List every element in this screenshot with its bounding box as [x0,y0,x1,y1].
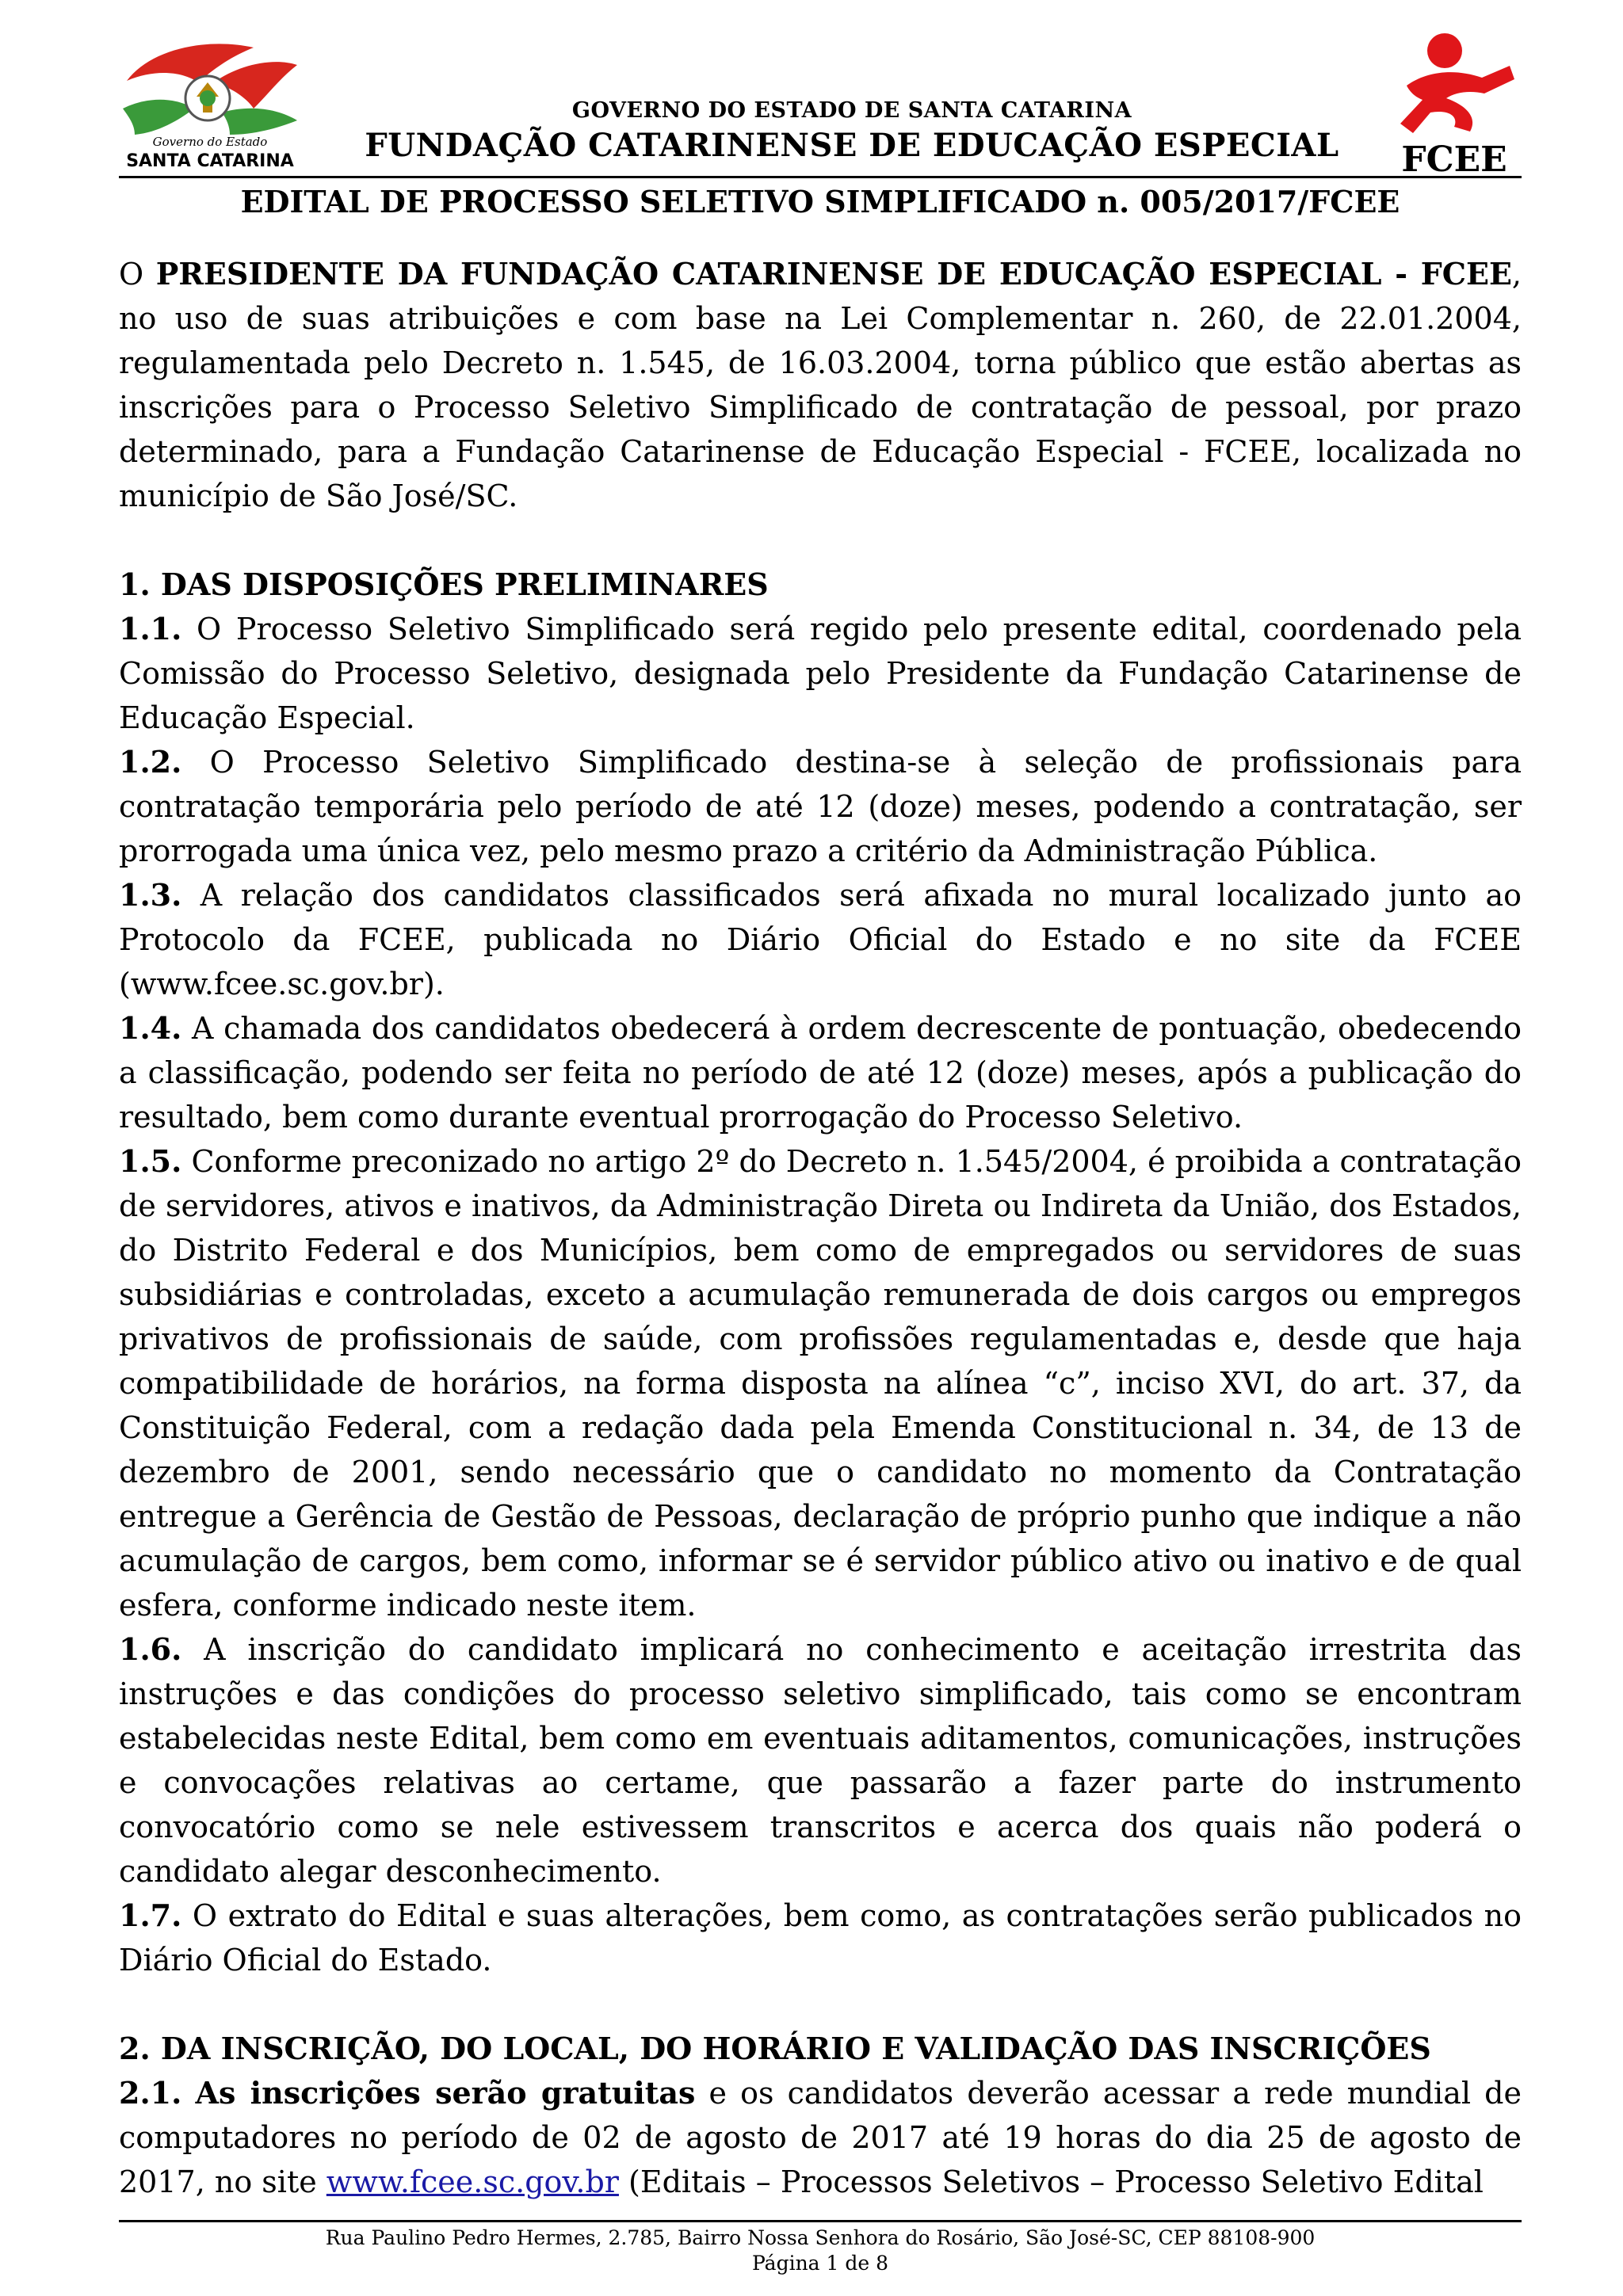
spacer [119,1982,1522,2027]
fcee-figure-logo [1391,30,1518,177]
intro-bold: PRESIDENTE DA FUNDAÇÃO CATARINENSE DE EDUCAÇÃO ESPECIAL - FCEE [155,256,1512,292]
clause-text: O Processo Seletivo Simplificado destina-se à seleção de profissionais para contratação temporária pelo período de até 12 (doze) meses, podendo a contratação, ser prorrogada uma única vez, pelo mesmo prazo a critério da Administração Pública. [119,745,1522,868]
clause-text: O extrato do Edital e suas alterações, bem como, as contratações serão publicados no Diário Oficial do Estado. [119,1898,1522,1978]
footer-address: Rua Paulino Pedro Hermes, 2.785, Bairro Nossa Senhora do Rosário, São José-SC, CEP 88108-900 [325,2226,1316,2249]
logo-caption-big: SANTA CATARINA [126,151,294,171]
clause-1-3 [119,873,1522,1006]
intro-text: , no uso de suas atribuições e com base na Lei Complementar n. 260, de 22.01.2004, regulamentada pelo Decreto n. 1.545, de 16.03.2004, torna público que estão abertas as inscrições para o Processo Seletivo Simplificado de contratação de pessoal, por prazo determinado, para a Fundação Catarinense de Educação Especial - FCEE, localizada no município de São José/SC. [119,257,1522,513]
section-2-heading: 2. DA INSCRIÇÃO, DO LOCAL, DO HORÁRIO E VALIDAÇÃO DAS INSCRIÇÕES [119,2031,1431,2066]
clause-number: 1.7. [119,1897,182,1933]
clause-text: A inscrição do candidato implicará no conhecimento e aceitação irrestrita das instruções e das condições do processo seletivo simplificado, tais como se encontram estabelecidas neste Edital, bem como em eventuais aditamentos, comunicações, instruções e convocações relativas ao certame, que passarão a fazer parte do instrumento convocatório como se nele estivessem transcritos e acerca dos quais não poderá o candidato alegar desconhecimento. [119,1632,1522,1889]
intro-lead: O [119,257,156,292]
clause-text: O Processo Seletivo Simplificado será regido pelo presente edital, coordenado pela Comissão do Processo Seletivo, designada pelo Presidente da Fundação Catarinense de Educação Especial. [119,612,1522,735]
clause-1-7 [119,1894,1522,1982]
fcee-site-link[interactable]: www.fcee.sc.gov.br [326,2164,619,2199]
document-body [119,252,1522,2204]
clause-1-1 [119,607,1522,740]
clause-text: e os candidatos deverão acessar a rede mundial de computadores no período de 02 de agosto de 2017 até 19 horas do dia 25 de agosto de 2017, no site [119,2076,1522,2199]
clause-1-2 [119,740,1522,873]
clause-1-5 [119,1139,1522,1627]
document-title: EDITAL DE PROCESSO SELETIVO SIMPLIFICADO n. 005/2017/FCEE [240,184,1400,219]
clause-number: 1.3. [119,877,182,913]
clause-number: 1.5. [119,1143,182,1179]
clause-number: 2.1. [119,2075,182,2111]
section-1-heading: 1. DAS DISPOSIÇÕES PRELIMINARES [119,566,769,602]
spacer [119,518,1522,563]
header-divider [119,176,1522,178]
clause-text-tail: (Editais – Processos Seletivos – Processo Seletivo Edital [618,2164,1484,2199]
footer-divider [119,2220,1522,2222]
fcee-caption: FCEE [1401,139,1507,177]
santa-catarina-flag-logo [119,33,301,172]
clause-2-1 [119,2071,1522,2204]
foundation-name: FUNDAÇÃO CATARINENSE DE EDUCAÇÃO ESPECIAL [365,127,1339,164]
clause-number: 1.2. [119,744,182,780]
clause-text: A chamada dos candidatos obedecerá à ordem decrescente de pontuação, obedecendo a classificação, podendo ser feita no período de até 12 (doze) meses, após a publicação do resultado, bem como durante eventual prorrogação do Processo Seletivo. [119,1011,1522,1135]
logo-caption-small: Governo do Estado [152,135,268,149]
intro-paragraph [119,252,1522,518]
clause-1-6 [119,1627,1522,1894]
clause-number: 1.6. [119,1631,182,1667]
clause-text: Conforme preconizado no artigo 2º do Decreto n. 1.545/2004, é proibida a contratação de servidores, ativos e inativos, da Administração Direta ou Indireta da União, dos Estados, do Distrito Federal e dos Municípios, bem como de empregados ou servidores de suas subsidiárias e controladas, exceto a acumulação remunerada de dois cargos ou empregos privativos de profissionais de saúde, com profissões regulamentadas e, desde que haja compatibilidade de horários, na forma disposta na alínea “c”, inciso XVI, do art. 37, da Constituição Federal, com a redação dada pela Emenda Constitucional n. 34, de 13 de dezembro de 2001, sendo necessário que o candidato no momento da Contratação entregue a Gerência de Gestão de Pessoas, declaração de próprio punho que indique a não acumulação de cargos, bem como, informar se é servidor público ativo ou inativo e de qual esfera, conforme indicado neste item. [119,1144,1522,1623]
clause-1-4 [119,1006,1522,1139]
clause-text: A relação dos candidatos classificados será afixada no mural localizado junto ao Protocolo da FCEE, publicada no Diário Oficial do Estado e no site da FCEE (www.fcee.sc.gov.br). [119,878,1522,1001]
clause-bold-text: As inscrições serão gratuitas [195,2075,696,2111]
page-number: Página 1 de 8 [751,2252,889,2275]
clause-number: 1.4. [119,1010,182,1046]
government-name: GOVERNO DO ESTADO DE SANTA CATARINA [571,98,1132,123]
clause-number: 1.1. [119,611,182,646]
